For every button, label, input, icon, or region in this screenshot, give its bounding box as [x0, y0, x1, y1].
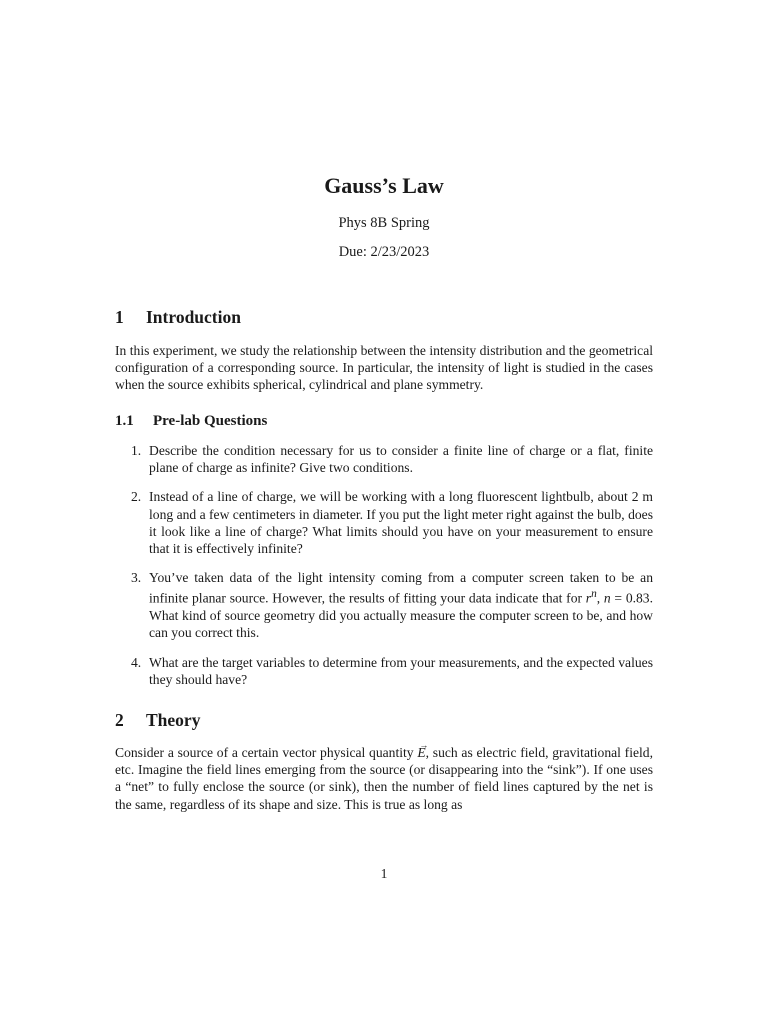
- page-number: 1: [380, 866, 388, 881]
- math-exponent-n: n: [591, 588, 597, 601]
- question-text-start: You’ve taken data of the light intensity coming from a computer screen taken to be an infinite planar source. However, the results of fitting your data indicate that for: [149, 570, 653, 606]
- vector-e: → E: [417, 745, 425, 760]
- document-title: Gauss’s Law: [324, 173, 444, 198]
- course-name: Phys 8B Spring: [338, 215, 430, 231]
- question-text-comma: ,: [596, 590, 604, 606]
- section-heading-introduction: [115, 307, 241, 328]
- list-item: [115, 569, 653, 641]
- theory-text-end: , such as electric field, gravitational field, etc. Imagine the field lines emerging from the source (or disappearing into the “sink”). If one uses a “net” to fully enclose the source (or sink), then the number of field lines captured by the net is the same, regardless of its shape and size. This is true as long as: [115, 745, 653, 812]
- question-number: 1.: [131, 443, 142, 458]
- question-list: [115, 442, 653, 688]
- question-number: 2.: [131, 489, 142, 505]
- theory-paragraph: [115, 744, 653, 813]
- theory-text-start: Consider a source of a certain vector physical quantity: [115, 745, 418, 760]
- math-n: n: [603, 590, 611, 606]
- prelab-questions: [115, 442, 653, 700]
- list-item: [115, 488, 653, 557]
- question-text: Instead of a line of charge, we will be working with a long fluorescent lightbulb, about 2 m long and a few centimeters in diameter. If you put the light meter right against the bulb, does it look like a line of charge? What limits should you have on your measurement to ensure that it is effectively infinite?: [149, 489, 653, 557]
- section-heading-theory: [115, 710, 200, 731]
- list-item: [115, 654, 653, 688]
- list-item: [115, 442, 653, 476]
- section-number: 2: [115, 710, 124, 730]
- section-title: Introduction: [146, 307, 241, 327]
- introduction-paragraph: In this experiment, we study the relationship between the intensity distribution and the geometrical configuration of a corresponding source. In particular, the intensity of light is studied in the cases when the source exhibits spherical, cylindrical and plane symmetry.: [115, 343, 653, 393]
- introduction-body: [115, 342, 653, 394]
- subsection-number: 1.1: [115, 413, 134, 429]
- subsection-heading-prelab: [115, 413, 267, 430]
- subsection-title: Pre-lab Questions: [153, 413, 268, 429]
- section-title: Theory: [146, 710, 201, 730]
- question-number: 3.: [131, 570, 142, 586]
- math-r: r: [585, 590, 592, 606]
- due-date: Due: 2/23/2023: [338, 244, 430, 260]
- question-number: 4.: [131, 654, 142, 670]
- theory-body: [115, 744, 653, 813]
- question-text: What are the target variables to determine from your measurements, and the expected values they should have?: [149, 654, 653, 687]
- question-text-end: = 0.83. What kind of source geometry did you actually measure the computer screen to be, and how can you correct this.: [149, 590, 654, 641]
- question-text: Describe the condition necessary for us to consider a finite line of charge or a flat, finite plane of charge as infinite? Give two conditions.: [149, 443, 653, 476]
- section-number: 1: [115, 307, 124, 327]
- title-block: [0, 170, 768, 261]
